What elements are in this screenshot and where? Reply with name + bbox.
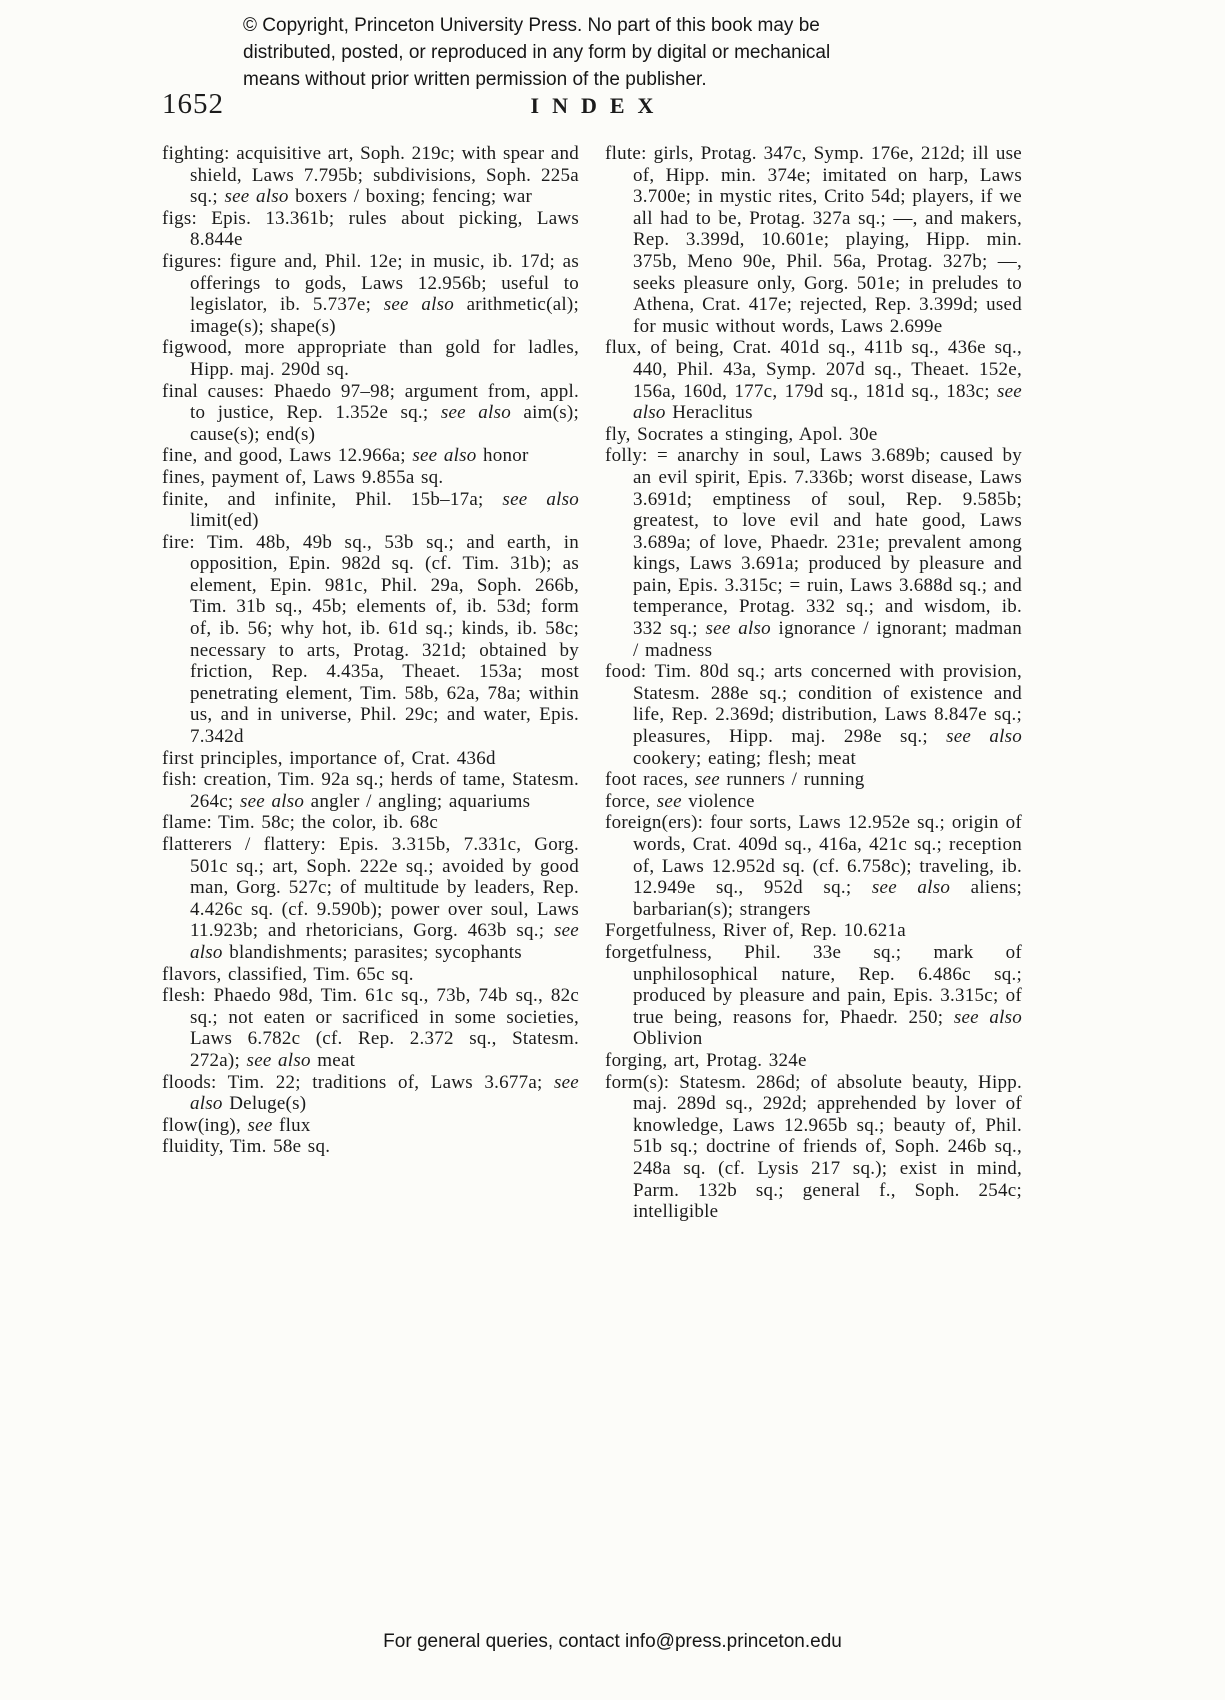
index-entry: folly: = anarchy in soul, Laws 3.689b; caused by an evil spirit, Epis. 7.336b; worst disease, Laws 3.691d; emptiness of soul, Rep. 9.585b; greatest, to love evil and hate good, Laws 3.689a; of love, Phaedr. 231e; prevalent among kings, Laws 3.691a; produced by pleasure and pain, Epis. 3.315c; = ruin, Laws 3.688d sq.; and temperance, Protag. 332 sq.; and wisdom, ib. 332 sq.; see also ignorance / ignorant; madman / madness [605,445,1022,661]
footer-query-line: For general queries, contact info@press.princeton.edu [383,1631,842,1652]
index-entry: fluidity, Tim. 58e sq. [162,1136,331,1158]
index-entry: fire: Tim. 48b, 49b sq., 53b sq.; and earth, in opposition, Epin. 982d sq. (cf. Tim. 31b); as element, Epin. 981c, Phil. 29a, Soph. 266b, Tim. 31b sq., 45b; elements of, ib. 53d; form of, ib. 56; why hot, ib. 61d sq.; kinds, ib. 58c; necessary to arts, Protag. 321d; obtained by friction, Rep. 4.435a, Theaet. 153a; most penetrating element, Tim. 58b, 62a, 78a; within us, and in universe, Phil. 29c; and water, Epis. 7.342d [162,531,579,748]
index-entry: finite, and infinite, Phil. 15b–17a; see also limit(ed) [162,488,579,532]
index-entry: flow(ing), see flux [162,1114,311,1136]
index-entry: flatterers / flattery: Epis. 3.315b, 7.331c, Gorg. 501c sq.; art, Soph. 222e sq.; avoided by good man, Gorg. 527c; of multitude by leaders, Rep. 4.426c sq. (cf. 9.590b); power over soul, Laws 11.923b; and rhetoricians, Gorg. 463b sq.; see also blandishments; parasites; sycophants [162,834,579,963]
index-entry: flesh: Phaedo 98d, Tim. 61c sq., 73b, 74b sq., 82c sq.; not eaten or sacrificed in some societies, Laws 6.782c (cf. Rep. 2.372 sq., Statesm. 272a); see also meat [162,985,579,1071]
index-entry: force, see violence [605,790,755,812]
index-entry: flavors, classified, Tim. 65c sq. [162,963,414,985]
index-entry: form(s): Statesm. 286d; of absolute beauty, Hipp. maj. 289d sq., 292d; apprehended by lover of knowledge, Laws 12.965b sq.; beauty of, Phil. 51b sq.; doctrine of friends of, Soph. 246b sq., 248a sq. (cf. Lysis 217 sq.); exist in mind, Parm. 132b sq.; general f., Soph. 254c; intelligible [605,1071,1022,1223]
index-entry: foot races, see runners / running [605,769,865,791]
index-entry: fish: creation, Tim. 92a sq.; herds of tame, Statesm. 264c; see also angler / angling; aquariums [162,769,579,812]
index-entry: figures: figure and, Phil. 12e; in music, ib. 17d; as offerings to gods, Laws 12.956b; useful to legislator, ib. 5.737e; see also arithmetic(al); image(s); shape(s) [162,250,580,337]
index-entry: Forgetfulness, River of, Rep. 10.621a [605,920,906,942]
index-entry: foreign(ers): four sorts, Laws 12.952e sq.; origin of words, Crat. 409d sq., 416a, 421c sq.; reception of, Laws 12.952d sq. (cf. 6.758c); traveling, ib. 12.949e sq., 952d sq.; see also aliens; barbarian(s); strangers [605,812,1022,920]
index-column-left [162,143,579,1223]
index-entry: forgetfulness, Phil. 33e sq.; mark of unphilosophical nature, Rep. 6.486c sq.; produced by pleasure and pain, Epis. 3.315c; of true being, reasons for, Phaedr. 250; see also Oblivion [605,941,1023,1050]
index-entry: flute: girls, Protag. 347c, Symp. 176e, 212d; ill use of, Hipp. min. 374e; imitated on harp, Laws 3.700e; in mystic rites, Crito 54d; players, if we all had to be, Protag. 327a sq.; —, and makers, Rep. 3.399d, 10.601e; playing, Hipp. min. 375b, Meno 90e, Phil. 56a, Protag. 327b; —, seeks pleasure only, Gorg. 501e; in preludes to Athena, Crat. 417e; rejected, Rep. 3.399d; used for music without words, Laws 2.699e [605,143,1022,337]
copyright-line: distributed, posted, or reproduced in any form by digital or mechanical [243,42,831,63]
index-entry: figwood, more appropriate than gold for ladles, Hipp. maj. 290d sq. [162,337,579,380]
copyright-line: means without prior written permission of the publisher. [243,69,707,90]
page-header [162,88,1022,124]
index-entry: flame: Tim. 58c; the color, ib. 68c [162,812,439,834]
index-entry: flux, of being, Crat. 401d sq., 411b sq., 436e sq., 440, Phil. 43a, Symp. 207d sq., Theaet. 152e, 156a, 160d, 177c, 179d sq., 181d sq., 183c; see also Heraclitus [605,337,1022,424]
page-number: 1652 [162,88,224,120]
index-entry: forging, art, Protag. 324e [605,1049,807,1071]
copyright-notice [243,12,923,93]
index-entry: final causes: Phaedo 97–98; argument from, appl. to justice, Rep. 1.352e sq.; see also aim(s); cause(s); end(s) [162,380,580,445]
index-entry: figs: Epis. 13.361b; rules about picking, Laws 8.844e [162,207,579,251]
index-entry: fine, and good, Laws 12.966a; see also honor [162,445,529,467]
index-column-right [605,143,1022,1223]
copyright-line: © Copyright, Princeton University Press. No part of this book may be [243,15,820,36]
index-entry: fly, Socrates a stinging, Apol. 30e [605,423,878,445]
index-entry: food: Tim. 80d sq.; arts concerned with provision, Statesm. 288e sq.; condition of existence and life, Rep. 2.369d; distribution, Laws 8.847e sq.; pleasures, Hipp. maj. 298e sq.; see also cookery; eating; flesh; meat [605,661,1023,769]
index-entry: floods: Tim. 22; traditions of, Laws 3.677a; see also Deluge(s) [162,1071,579,1115]
index-entry: first principles, importance of, Crat. 436d [162,747,496,769]
index-entry: fighting: acquisitive art, Soph. 219c; with spear and shield, Laws 7.795b; subdivisions, Soph. 225a sq.; see also boxers / boxing; fencing; war [162,143,579,208]
index-entry: fines, payment of, Laws 9.855a sq. [162,466,444,488]
running-title: INDEX [530,93,667,118]
index-columns [162,143,1022,1223]
